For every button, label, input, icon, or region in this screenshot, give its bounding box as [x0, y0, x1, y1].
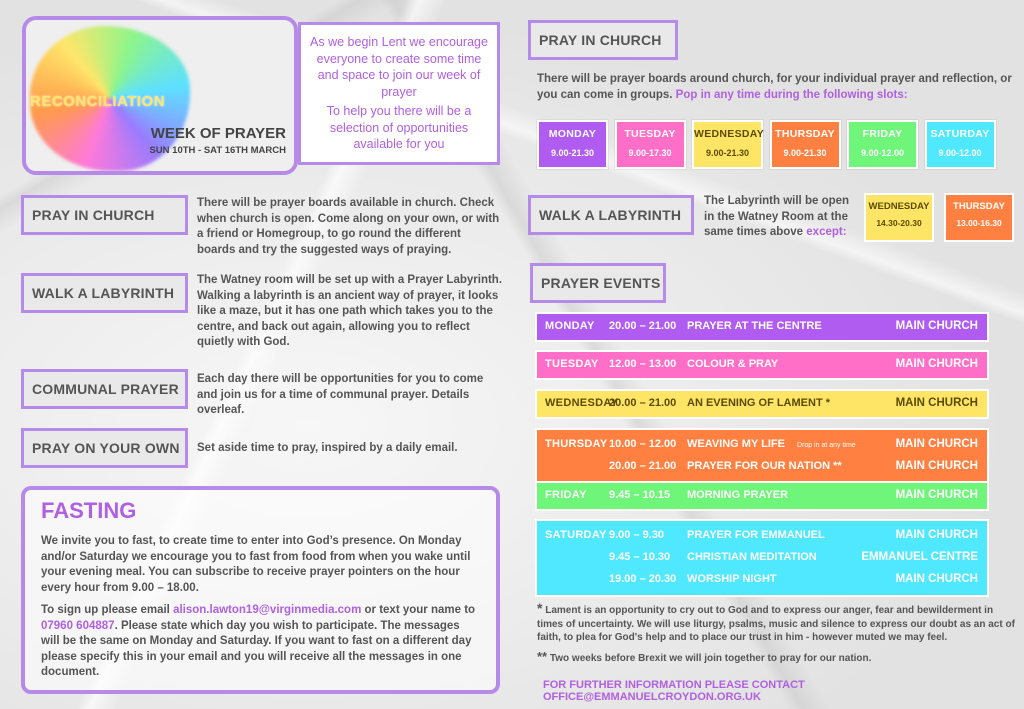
slot-day: MONDAY — [548, 128, 597, 140]
event-time: 19.00 – 20.30 — [609, 573, 677, 585]
event-time: 20.00 – 21.00 — [609, 397, 677, 409]
event-wednesday — [535, 389, 989, 419]
event-day: THURSDAY — [545, 438, 608, 450]
labyrinth-text — [704, 194, 862, 241]
event-location: MAIN CHURCH — [895, 358, 978, 370]
right-label-prayer-events: PRAYER EVENTS — [530, 263, 666, 303]
event-row — [537, 456, 987, 478]
event-note: Drop in at any time — [795, 442, 856, 449]
event-time: 10.00 – 12.00 — [609, 438, 677, 450]
right-label-walk-labyrinth: WALK A LABYRINTH — [528, 195, 694, 235]
section-label-walk-labyrinth: WALK A LABYRINTH — [21, 273, 188, 313]
event-saturday — [535, 519, 989, 597]
event-location: MAIN CHURCH — [895, 320, 978, 332]
slot-monday — [537, 120, 608, 169]
event-thursday — [535, 428, 989, 484]
event-location: MAIN CHURCH — [895, 573, 978, 585]
slot-time: 9.00-21.30 — [705, 148, 750, 158]
event-name: WORSHIP NIGHT — [687, 573, 777, 585]
section-label-communal-prayer: COMMUNAL PRAYER — [21, 369, 188, 409]
event-day: WEDNESDAY — [545, 397, 619, 409]
hero-brand: RECONCILIATION — [30, 93, 166, 110]
event-day: FRIDAY — [545, 489, 587, 501]
event-day: TUESDAY — [545, 358, 599, 370]
church-text-main: There will be prayer boards around church, for your individual prayer and reflection, or you can come in groups. — [537, 73, 1012, 101]
slot-day: TUESDAY — [624, 128, 676, 140]
event-location: MAIN CHURCH — [895, 438, 978, 450]
fasting-text-to: or text your name to — [361, 604, 476, 616]
labyrinth-slot-thursday — [944, 193, 1014, 242]
event-row — [537, 569, 987, 591]
fasting-text-2 — [41, 603, 480, 681]
event-row — [537, 525, 987, 547]
slot-time: 9.00-12.00 — [860, 148, 905, 158]
event-name: WEAVING MY LIFE Drop in at any time — [687, 438, 856, 450]
event-friday — [535, 481, 989, 511]
lament-footnote — [537, 602, 1017, 645]
labyrinth-text-highlight: except: — [806, 226, 847, 238]
labyrinth-slot-time: 14.30-20.30 — [876, 218, 922, 228]
hero-title: WEEK OF PRAYER — [150, 125, 286, 142]
slot-time: 9.00-12.00 — [938, 148, 982, 158]
event-location: MAIN CHURCH — [895, 460, 978, 472]
lament-footnote-text: Lament is an opportunity to cry out to God and to express our anger, fear and bewilderment in times of uncertainty. We will use liturgy, psalms, music and silence to express our doubt as an act of faith, to plea for God's help and to place our trust in him - however muted we may feel. — [537, 605, 1015, 643]
slot-saturday — [925, 120, 996, 169]
event-monday — [535, 312, 989, 342]
event-name: CHRISTIAN MEDITATION — [687, 551, 817, 563]
slot-day: SATURDAY — [930, 128, 990, 140]
section-text-pray-on-own: Set aside time to pray, inspired by a daily email. — [197, 442, 458, 454]
event-name: MORNING PRAYER — [687, 489, 789, 501]
brexit-footnote-text: Two weeks before Brexit we will join together to pray for our nation. — [547, 653, 872, 664]
labyrinth-slot-day: THURSDAY — [953, 201, 1005, 212]
labyrinth-slot-wednesday — [864, 193, 934, 242]
brexit-footnote — [537, 650, 1017, 666]
event-location: MAIN CHURCH — [895, 489, 978, 501]
event-time: 9.45 – 10.30 — [609, 551, 671, 563]
intro-text-2: To help you there will be a selection of opportunities available for you — [326, 104, 472, 151]
section-text-walk-labyrinth: The Watney room will be set up with a Prayer Labyrinth. Walking a labyrinth is an ancient way of prayer, it looks like a maze, but it has one path which takes you to the centre, and back out again, allowing you to reflect quietly with God. — [197, 274, 503, 348]
event-row — [537, 316, 987, 338]
event-row — [537, 485, 987, 507]
event-time: 20.00 – 21.00 — [609, 460, 677, 472]
event-row — [537, 434, 987, 456]
brexit-footnote-mark: ** — [537, 649, 548, 664]
labyrinth-slot-time: 13.00-16.30 — [956, 218, 1002, 228]
slot-day: FRIDAY — [862, 128, 903, 140]
lament-footnote-mark: * — [537, 600, 543, 616]
event-time: 20.00 – 21.00 — [609, 320, 677, 332]
event-time: 9.00 – 9.30 — [609, 529, 665, 541]
church-text — [537, 72, 1017, 103]
intro-box — [298, 22, 500, 165]
section-label-pray-on-own: PRAY ON YOUR OWN — [21, 428, 188, 468]
slot-day: THURSDAY — [775, 128, 835, 140]
fasting-title: FASTING — [41, 498, 137, 523]
event-location: EMMANUEL CENTRE — [861, 551, 978, 563]
slot-time: 9.00-17.30 — [628, 148, 672, 158]
hero-banner — [22, 16, 298, 175]
fasting-box — [21, 486, 500, 694]
event-row — [537, 393, 987, 415]
labyrinth-text-main: The Labyrinth will be open in the Watney Room at the same times above — [704, 195, 850, 238]
fasting-phone-link[interactable]: 07960 604887 — [41, 619, 115, 632]
slot-time: 9.00-21.30 — [783, 148, 827, 158]
fasting-text-1: We invite you to fast, to create time to enter into God’s presence. On Monday and/or Saturday we encourage you to fast from food from when you wake until your evening meal. You can subscribe to receive prayer pointers on the hour every hour from 9.00 – 18.00. — [41, 535, 471, 594]
event-day: SATURDAY — [545, 529, 607, 541]
intro-text-1: As we begin Lent we encourage everyone to create some time and space to join our week of prayer — [310, 35, 488, 99]
event-day: MONDAY — [545, 320, 595, 332]
church-text-highlight: Pop in any time during the following slots: — [675, 88, 908, 101]
right-label-pray-in-church: PRAY IN CHURCH — [528, 20, 678, 60]
event-name: PRAYER FOR EMMANUEL — [687, 529, 825, 541]
slot-friday — [847, 120, 918, 169]
hero-dates: SUN 10TH - SAT 16TH MARCH — [149, 145, 286, 156]
slot-time: 9.00-21.30 — [550, 148, 595, 158]
event-time: 12.00 – 13.00 — [609, 358, 677, 370]
section-label-pray-in-church: PRAY IN CHURCH — [21, 195, 188, 235]
event-location: MAIN CHURCH — [895, 529, 978, 541]
event-name: PRAYER AT THE CENTRE — [687, 320, 822, 332]
slot-tuesday — [615, 120, 686, 169]
fasting-signup-text: To sign up please email — [41, 604, 174, 616]
event-name: PRAYER FOR OUR NATION ** — [687, 460, 842, 472]
section-text-pray-in-church: There will be prayer boards available in church. Check when church is open. Come along on your own, or with a friend or Homegroup, to go round the different boards and try the suggested ways of praying. — [197, 197, 500, 256]
section-text-communal-prayer: Each day there will be opportunities for you to come and join us for a time of communal prayer. Details overleaf. — [197, 373, 484, 416]
event-name: AN EVENING OF LAMENT * — [687, 397, 831, 409]
contact-info[interactable]: FOR FURTHER INFORMATION PLEASE CONTACT OFFICE@EMMANUELCROYDON.ORG.UK — [543, 679, 805, 703]
slot-thursday — [770, 120, 841, 169]
event-row — [537, 547, 987, 569]
slot-day: WEDNESDAY — [694, 128, 764, 140]
event-tuesday — [535, 350, 989, 380]
event-time: 9.45 – 10.15 — [609, 489, 671, 501]
fasting-instructions: . Please state which day you wish to participate. The messages will be the same on Monday and Saturday. If you want to fast on a different day please specify this in your email and you will receive all the messages in one document. — [41, 619, 472, 678]
slot-wednesday — [692, 120, 763, 169]
event-location: MAIN CHURCH — [895, 397, 978, 409]
fasting-email-link[interactable]: alison.lawton19@virginmedia.com — [173, 604, 362, 616]
event-row — [537, 354, 987, 376]
event-name: COLOUR & PRAY — [687, 358, 779, 370]
labyrinth-slot-day: WEDNESDAY — [868, 201, 930, 212]
